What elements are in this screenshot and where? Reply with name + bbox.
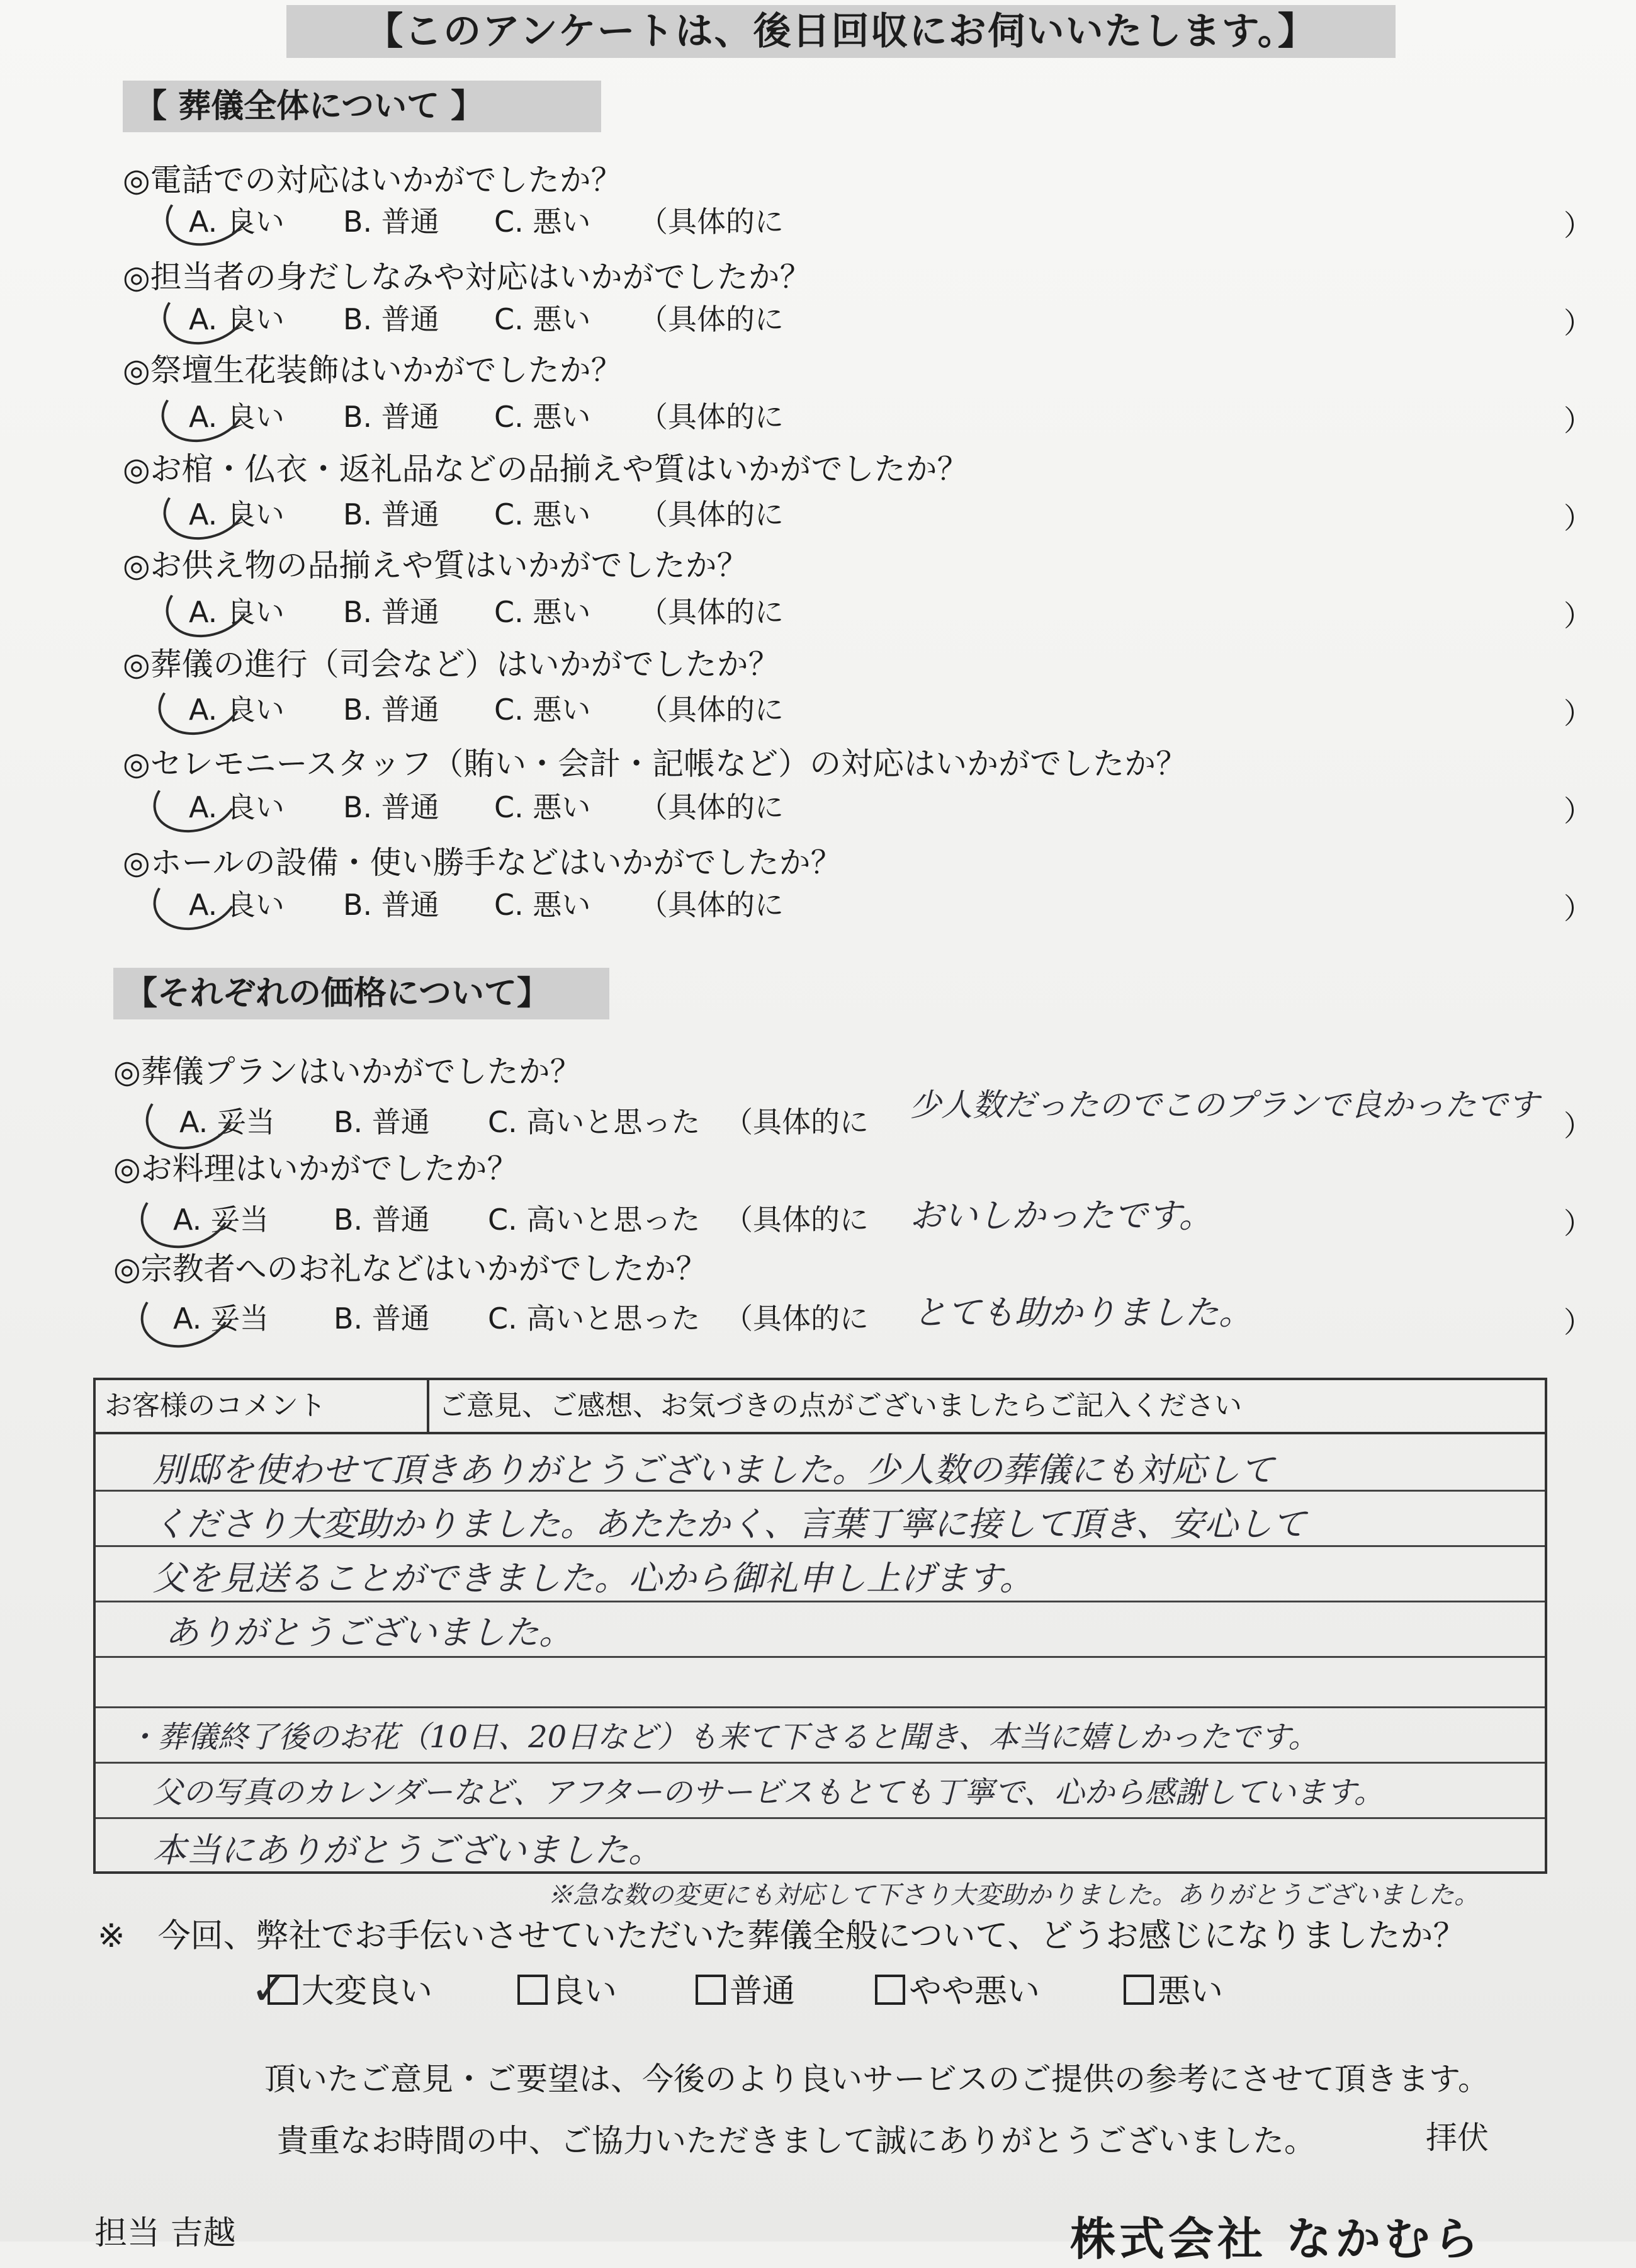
checkbox-icon[interactable] <box>875 1975 905 2005</box>
close-paren: ） <box>1564 1305 1593 1339</box>
option-b-normal[interactable]: B. 普通 <box>343 595 439 629</box>
handwritten-religious-comment: とても助かりました。 <box>913 1293 1253 1332</box>
checkbox-icon[interactable] <box>517 1975 548 2005</box>
specific-label: （具体的に <box>639 790 784 824</box>
option-a-good[interactable]: A. 良い <box>189 497 285 531</box>
answer-row-staff <box>189 299 1593 339</box>
close-paren: ） <box>1564 1206 1593 1240</box>
comment-line: 別邸を使わせて頂きありがとうございました。少人数の葬儀にも対応して <box>152 1450 1274 1490</box>
question-hall-facilities: ◎ホールの設備・使い勝手などはいかがでしたか？ <box>123 844 842 881</box>
checkbox-label: 良い <box>551 1973 618 2010</box>
checkbox-normal[interactable] <box>696 1970 795 2014</box>
handwritten-plan-comment: 少人数だったのでこのプランで良かったです <box>910 1087 1539 1123</box>
checkbox-very-good[interactable] <box>268 1970 432 2014</box>
question-offerings: ◎お供え物の品揃えや質はいかがでしたか？ <box>123 547 748 584</box>
option-c-bad[interactable]: C. 悪い <box>494 497 591 531</box>
option-a-good[interactable]: A. 良い <box>189 595 285 629</box>
option-a-good[interactable]: A. 良い <box>189 790 285 824</box>
checkbox-icon[interactable] <box>1124 1975 1154 2005</box>
staff-name: 担当 吉越 <box>94 2214 236 2252</box>
option-c-expensive[interactable]: C. 高いと思った <box>488 1203 701 1237</box>
question-coffin-goods: ◎お棺・仏衣・返礼品などの品揃えや質はいかがでしたか？ <box>123 451 969 487</box>
answer-row-ceremony-staff <box>189 787 1593 827</box>
option-b-normal[interactable]: B. 普通 <box>343 302 439 336</box>
comment-prompt: ご意見、ご感想、お気づきの点がございましたらご記入ください <box>439 1390 1242 1422</box>
ruled-line <box>96 1762 1545 1764</box>
option-a-reasonable[interactable]: A. 妥当 <box>173 1301 269 1335</box>
section-title-prices: 【それぞれの価格について】 <box>113 968 609 1019</box>
specific-label: （具体的に <box>639 888 784 922</box>
question-funeral-plan: ◎葬儀プランはいかがでしたか？ <box>113 1053 582 1090</box>
checkbox-bad[interactable] <box>1124 1970 1223 2014</box>
specific-label: （具体的に <box>639 205 784 239</box>
answer-row-progress <box>189 689 1593 730</box>
checkbox-somewhat-bad[interactable] <box>875 1970 1040 2014</box>
close-paren: ） <box>1564 1109 1593 1143</box>
option-c-bad[interactable]: C. 悪い <box>494 302 591 336</box>
option-b-normal[interactable]: B. 普通 <box>334 1105 430 1139</box>
question-religious-fee: ◎宗教者へのお礼などはいかがでしたか？ <box>113 1250 708 1287</box>
specific-label: （具体的に <box>639 595 784 629</box>
answer-row-religious <box>173 1298 1593 1339</box>
option-c-expensive[interactable]: C. 高いと思った <box>488 1301 701 1335</box>
question-ceremony-staff: ◎セレモニースタッフ（賄い・会計・記帳など）の対応はいかがでしたか？ <box>123 746 1188 782</box>
comment-line: 本当にありがとうございました。 <box>152 1830 662 1870</box>
answer-row-catering <box>173 1199 1593 1240</box>
comment-line: 父の写真のカレンダーなど、アフターのサービスもとても丁寧で、心から感謝しています。 <box>152 1775 1384 1810</box>
question-catering: ◎お料理はいかがでしたか？ <box>113 1150 519 1187</box>
collection-notice-banner: 【このアンケートは、後日回収にお伺いいたします。】 <box>286 5 1396 58</box>
specific-label: （具体的に <box>639 497 784 531</box>
specific-label: （具体的に <box>639 302 784 336</box>
question-altar-flowers: ◎祭壇生花装飾はいかがでしたか？ <box>123 352 623 388</box>
answer-row-coffin <box>189 494 1593 535</box>
close-paren: ） <box>1564 306 1593 340</box>
option-a-reasonable[interactable]: A. 妥当 <box>173 1203 269 1237</box>
question-staff-appearance: ◎担当者の身だしなみや対応はいかがでしたか？ <box>123 259 811 295</box>
overall-question: ※ 今回、弊社でお手伝いさせていただいた葬儀全般について、どうお感じになりましたか？ <box>98 1917 1466 1955</box>
option-c-bad[interactable]: C. 悪い <box>494 400 591 434</box>
option-b-normal[interactable]: B. 普通 <box>343 205 439 239</box>
closing-line-2: 貴重なお時間の中、ご協力いただきまして誠にありがとうございました。 <box>277 2123 1316 2159</box>
option-c-bad[interactable]: C. 悪い <box>494 790 591 824</box>
specific-label: （具体的に <box>639 693 784 727</box>
close-paren: ） <box>1564 696 1593 730</box>
option-b-normal[interactable]: B. 普通 <box>334 1203 430 1237</box>
specific-label: （具体的に <box>724 1105 869 1139</box>
option-a-good[interactable]: A. 良い <box>189 302 285 336</box>
ruled-line <box>96 1706 1545 1708</box>
option-b-normal[interactable]: B. 普通 <box>343 497 439 531</box>
close-paren: ） <box>1564 892 1593 926</box>
ruled-line <box>96 1656 1545 1658</box>
closing-sign: 拝伏 <box>1426 2119 1489 2156</box>
option-a-good[interactable]: A. 良い <box>189 205 285 239</box>
answer-row-phone <box>189 201 1593 242</box>
option-a-good[interactable]: A. 良い <box>189 400 285 434</box>
close-paren: ） <box>1564 404 1593 438</box>
checkbox-label: やや悪い <box>909 1973 1041 2010</box>
option-b-normal[interactable]: B. 普通 <box>343 888 439 922</box>
option-b-normal[interactable]: B. 普通 <box>334 1301 430 1335</box>
option-b-normal[interactable]: B. 普通 <box>343 693 439 727</box>
answer-row-altar <box>189 397 1593 437</box>
close-paren: ） <box>1564 794 1593 828</box>
ruled-line <box>96 1601 1545 1602</box>
closing-line-1: 頂いたご意見・ご要望は、今後のより良いサービスのご提供の参考にさせて頂きます。 <box>264 2061 1489 2097</box>
comment-box-header <box>96 1380 1545 1434</box>
answer-row-offerings <box>189 592 1593 632</box>
specific-label: （具体的に <box>724 1203 869 1237</box>
option-b-normal[interactable]: B. 普通 <box>343 790 439 824</box>
close-paren: ） <box>1564 501 1593 535</box>
option-c-bad[interactable]: C. 悪い <box>494 888 591 922</box>
checkbox-label: 悪い <box>1158 1973 1224 2010</box>
option-c-bad[interactable]: C. 悪い <box>494 595 591 629</box>
company-name: 株式会社 なかむら <box>1070 2213 1483 2265</box>
section-title-funeral-overall: 【 葬儀全体について 】 <box>123 81 601 132</box>
checkbox-label: 大変良い <box>302 1973 433 2010</box>
comment-line: 父を見送ることができました。心から御礼申し上げます。 <box>152 1558 1034 1598</box>
close-paren: ） <box>1564 599 1593 633</box>
option-c-bad[interactable]: C. 悪い <box>494 693 591 727</box>
check-mark-icon: ✓ <box>251 1963 288 2015</box>
option-a-good[interactable]: A. 良い <box>189 888 285 922</box>
comment-line: くださり大変助かりました。あたたかく、言葉丁寧に接して頂き、安心して <box>152 1504 1306 1544</box>
customer-comment-box <box>93 1378 1547 1874</box>
handwritten-catering-comment: おいしかったです。 <box>910 1196 1213 1235</box>
option-c-expensive[interactable]: C. 高いと思った <box>488 1105 701 1139</box>
comment-line: ・葬儀終了後のお花（10日、20日など）も来て下さると聞き、本当に嬉しかったです。 <box>127 1720 1319 1755</box>
specific-label: （具体的に <box>639 400 784 434</box>
option-c-bad[interactable]: C. 悪い <box>494 205 591 239</box>
ruled-line <box>96 1817 1545 1819</box>
checkbox-label: 普通 <box>730 1973 796 2010</box>
checkbox-good[interactable] <box>517 1970 617 2014</box>
close-paren: ） <box>1564 208 1593 242</box>
comment-line: ありがとうございました。 <box>165 1613 573 1652</box>
customer-comment-label: お客様のコメント <box>96 1380 429 1432</box>
option-a-good[interactable]: A. 良い <box>189 693 285 727</box>
option-a-reasonable[interactable]: A. 妥当 <box>179 1105 275 1139</box>
question-phone-response: ◎電話での対応はいかがでしたか？ <box>123 162 623 198</box>
option-b-normal[interactable]: B. 普通 <box>343 400 439 434</box>
answer-row-hall <box>189 885 1593 925</box>
handwritten-note: ※急な数の変更にも対応して下さり大変助かりました。ありがとうございました。 <box>548 1881 1479 1910</box>
checkbox-icon[interactable] <box>696 1975 726 2005</box>
specific-label: （具体的に <box>724 1301 869 1335</box>
question-ceremony-progress: ◎葬儀の進行（司会など）はいかがでしたか？ <box>123 646 780 683</box>
